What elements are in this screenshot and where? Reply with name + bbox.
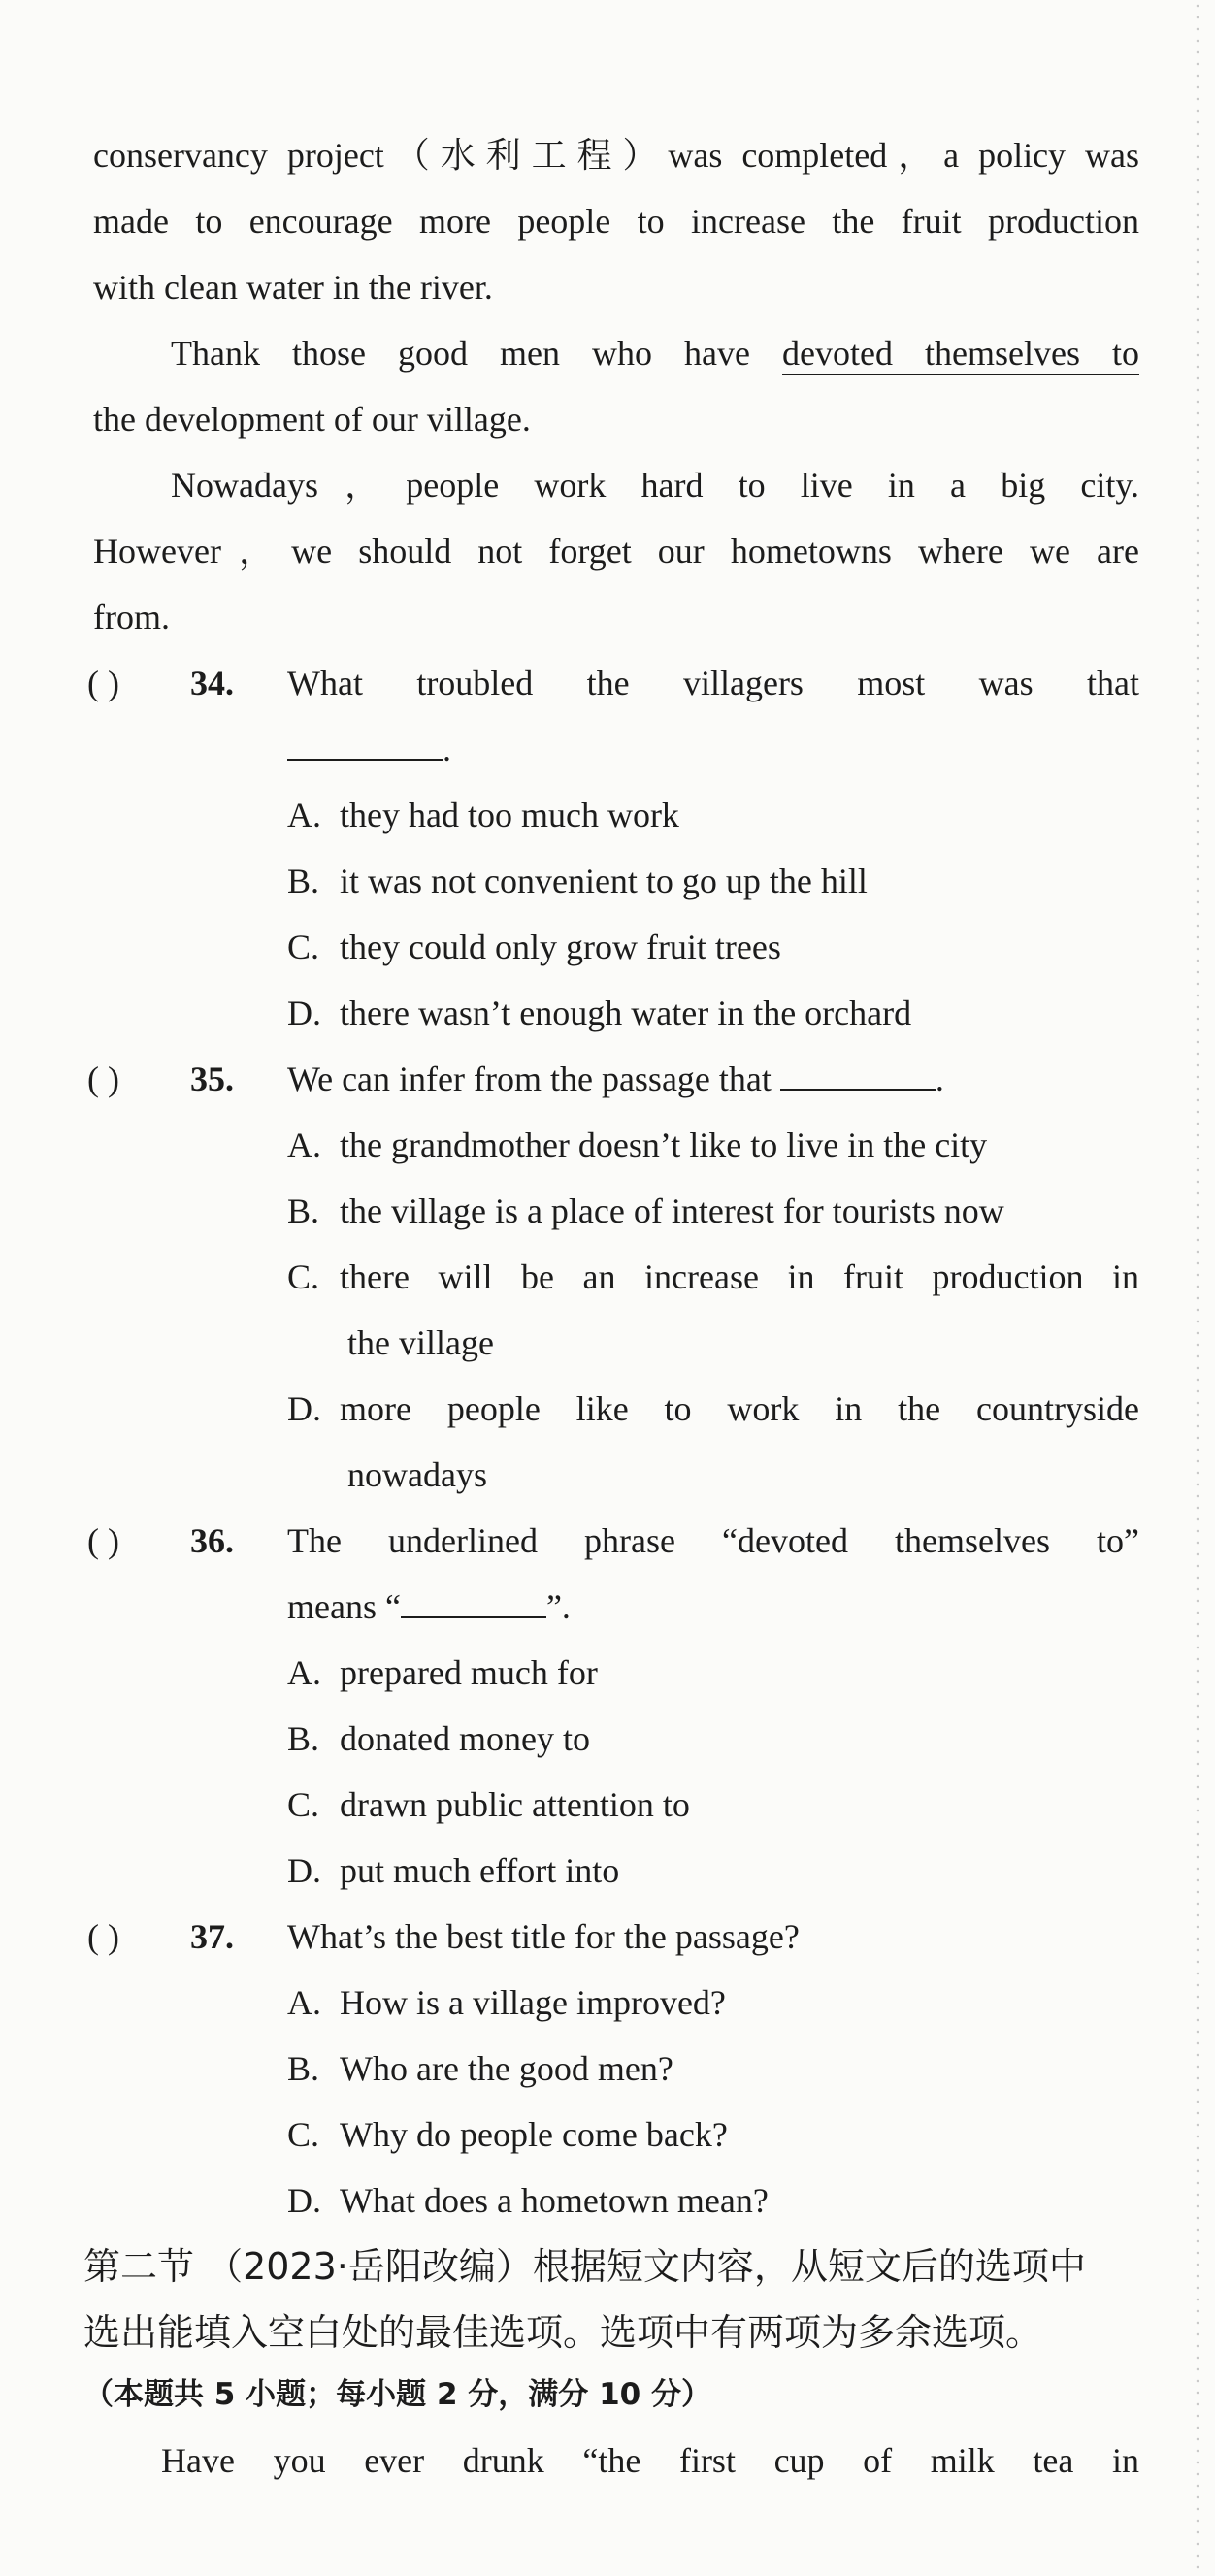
passage-line: However，we should not forget our hometowns where we are	[93, 532, 1139, 571]
option-text: Who are the good men?	[340, 2049, 673, 2088]
option-text: there wasn’t enough water in the orchard	[340, 994, 912, 1032]
option-b[interactable]	[287, 2036, 1139, 2102]
option-letter: B.	[287, 1191, 320, 1230]
option-text: the village is a place of interest for tourists now	[340, 1191, 1004, 1230]
question-stem-blank	[287, 1574, 1139, 1640]
passage-line: made to encourage more people to increase the fruit production	[93, 202, 1139, 241]
section-instruction: 选出能填入空白处的最佳选项。选项中有两项为多余选项。	[83, 2311, 1043, 2354]
option-text: What does a hometown mean?	[340, 2181, 769, 2220]
binding-dots	[1196, 0, 1199, 2576]
option-letter: A.	[287, 1983, 321, 2022]
passage-line: with clean water in the river.	[93, 268, 493, 307]
question-stem: What’s the best title for the passage?	[287, 1917, 800, 1956]
option-letter: D.	[287, 994, 321, 1032]
answer-blank[interactable]	[401, 1578, 546, 1618]
option-letter: C.	[287, 1257, 320, 1296]
option-text: donated money to	[340, 1719, 590, 1758]
option-letter: A.	[287, 1125, 321, 1164]
question-stem: The underlined phrase “devoted themselves to”	[287, 1521, 1139, 1560]
option-letter: A.	[287, 1653, 321, 1692]
option-text: it was not convenient to go up the hill	[340, 862, 868, 900]
option-b[interactable]	[287, 1706, 1139, 1772]
option-text: more people like to work in the countryside	[340, 1389, 1139, 1428]
option-a[interactable]	[287, 1112, 1139, 1178]
passage-line: from.	[93, 598, 170, 636]
section-scoring: （本题共 5 小题；每小题 2 分，满分 10 分）	[83, 2377, 712, 2412]
option-d[interactable]	[287, 1838, 1139, 1904]
option-a[interactable]	[287, 1640, 1139, 1706]
stem-text: means “	[287, 1587, 401, 1626]
answer-bracket[interactable]: ( )	[87, 1521, 119, 1560]
question-number: 36.	[190, 1521, 234, 1560]
option-letter: C.	[287, 2115, 320, 2154]
option-letter: B.	[287, 862, 320, 900]
option-letter: C.	[287, 1785, 320, 1824]
option-text: drawn public attention to	[340, 1785, 690, 1824]
passage-line: the development of our village.	[93, 400, 531, 439]
question-number: 34.	[190, 664, 234, 702]
option-text: Why do people come back?	[340, 2115, 728, 2154]
underlined-phrase: devoted themselves to	[782, 334, 1139, 373]
stem-end: ”.	[545, 1587, 571, 1626]
stem-end: .	[443, 730, 451, 768]
option-letter: B.	[287, 2049, 320, 2088]
passage-line	[171, 320, 1139, 386]
passage-line: Have you ever drunk “the first cup of milk tea in	[161, 2441, 1139, 2480]
stem-end: .	[935, 1060, 944, 1098]
passage-line: conservancy project（水利工程）was completed，a policy was	[93, 136, 1139, 175]
answer-blank[interactable]	[287, 720, 443, 761]
option-b[interactable]	[287, 848, 1139, 914]
question-stem-blank	[287, 716, 1139, 782]
answer-bracket[interactable]: ( )	[87, 664, 119, 702]
answer-bracket[interactable]: ( )	[87, 1060, 119, 1098]
answer-bracket[interactable]: ( )	[87, 1917, 119, 1956]
question-stem	[287, 1046, 1139, 1112]
option-a[interactable]	[287, 1970, 1139, 2036]
option-d-continued: nowadays	[347, 1455, 487, 1494]
option-c-continued: the village	[347, 1323, 494, 1362]
option-text: they had too much work	[340, 796, 679, 834]
option-letter: D.	[287, 2181, 321, 2220]
option-d[interactable]	[287, 2168, 1139, 2234]
option-d[interactable]	[287, 980, 1139, 1046]
option-text: put much effort into	[340, 1851, 620, 1890]
question-number: 37.	[190, 1917, 234, 1956]
option-letter: B.	[287, 1719, 320, 1758]
option-letter: C.	[287, 928, 320, 966]
option-c[interactable]	[287, 914, 1139, 980]
option-text: there will be an increase in fruit production in	[340, 1257, 1139, 1296]
passage-text: Thank those good men who have	[171, 334, 783, 373]
option-text: the grandmother doesn’t like to live in the city	[340, 1125, 988, 1164]
question-number: 35.	[190, 1060, 234, 1098]
stem-text: We can infer from the passage that	[287, 1060, 780, 1098]
passage-line: Nowadays，people work hard to live in a big city.	[171, 466, 1139, 505]
option-letter: A.	[287, 796, 321, 834]
option-b[interactable]	[287, 1178, 1139, 1244]
option-letter: D.	[287, 1389, 321, 1428]
option-d[interactable]	[287, 1376, 1139, 1442]
option-text: prepared much for	[340, 1653, 598, 1692]
answer-blank[interactable]	[780, 1050, 936, 1091]
option-letter: D.	[287, 1851, 321, 1890]
option-c[interactable]	[287, 2102, 1139, 2168]
option-c[interactable]	[287, 1772, 1139, 1838]
option-text: How is a village improved?	[340, 1983, 726, 2022]
question-stem: What troubled the villagers most was that	[287, 664, 1139, 702]
option-text: they could only grow fruit trees	[340, 928, 781, 966]
option-a[interactable]	[287, 782, 1139, 848]
option-c[interactable]	[287, 1244, 1139, 1310]
section-heading: 第二节 （2023·岳阳改编）根据短文内容，从短文后的选项中	[83, 2245, 1086, 2288]
